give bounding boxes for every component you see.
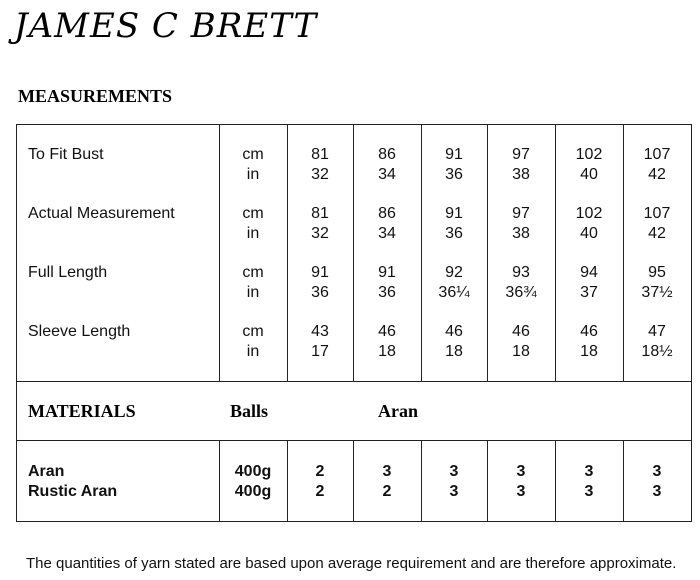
unit-in: in (246, 343, 260, 360)
column-divider (623, 440, 624, 522)
size-value-in: 34 (378, 166, 396, 183)
size-value-cm: 86 (378, 205, 396, 222)
divider-materials-header (16, 440, 692, 441)
column-divider (287, 440, 288, 522)
size-value-in: 18½ (641, 343, 673, 360)
size-value-cm: 93 (512, 264, 530, 281)
size-value-cm: 46 (445, 323, 463, 340)
size-value-in: 42 (648, 166, 666, 183)
size-value-cm: 46 (378, 323, 396, 340)
yarn-name: Rustic Aran (28, 483, 118, 500)
ball-count: 2 (382, 483, 392, 500)
ball-count: 3 (382, 463, 392, 480)
measurement-label: Sleeve Length (28, 323, 131, 340)
unit-cm: cm (242, 146, 264, 163)
size-value-in: 40 (580, 166, 598, 183)
yarn-label: Aran (378, 401, 418, 421)
ball-count: 3 (516, 463, 526, 480)
ball-weight: 400g (234, 463, 272, 480)
size-value-in: 37 (580, 284, 598, 301)
size-value-cm: 102 (575, 146, 603, 163)
column-divider (487, 124, 488, 381)
size-value-in: 36¼ (438, 284, 470, 301)
column-divider (555, 124, 556, 381)
size-value-cm: 107 (643, 205, 671, 222)
balls-label: Balls (230, 401, 269, 421)
size-value-in: 32 (311, 166, 329, 183)
column-divider (623, 124, 624, 381)
size-value-cm: 94 (580, 264, 598, 281)
ball-count: 3 (449, 483, 459, 500)
size-value-cm: 81 (311, 146, 329, 163)
column-divider (421, 440, 422, 522)
ball-count: 3 (652, 463, 662, 480)
size-value-in: 36 (445, 225, 463, 242)
size-value-in: 17 (311, 343, 329, 360)
unit-cm: cm (242, 264, 264, 281)
column-divider (353, 124, 354, 381)
size-value-in: 38 (512, 225, 530, 242)
size-value-in: 18 (378, 343, 396, 360)
size-value-in: 36 (378, 284, 396, 301)
unit-in: in (246, 166, 260, 183)
measurement-label: To Fit Bust (28, 146, 104, 163)
brand-logo: JAMES C BRETT (14, 6, 318, 46)
size-value-in: 40 (580, 225, 598, 242)
size-value-cm: 46 (512, 323, 530, 340)
column-divider (353, 440, 354, 522)
unit-cm: cm (242, 205, 264, 222)
size-value-cm: 102 (575, 205, 603, 222)
size-value-cm: 91 (311, 264, 329, 281)
unit-in: in (246, 284, 260, 301)
size-value-cm: 47 (648, 323, 666, 340)
unit-cm: cm (242, 323, 264, 340)
divider-materials (16, 381, 692, 382)
size-value-in: 36 (445, 166, 463, 183)
size-value-cm: 97 (512, 146, 530, 163)
measurement-label: Actual Measurement (28, 205, 175, 222)
size-value-in: 37½ (641, 284, 673, 301)
ball-count: 2 (315, 463, 325, 480)
size-value-in: 38 (512, 166, 530, 183)
ball-count: 2 (315, 483, 325, 500)
measurements-title: MEASUREMENTS (18, 86, 173, 106)
footnote: The quantities of yarn stated are based upon average requirement and are therefore approximate. (26, 555, 677, 572)
measurement-label: Full Length (28, 264, 108, 281)
size-value-cm: 95 (648, 264, 666, 281)
ball-count: 3 (652, 483, 662, 500)
size-value-cm: 43 (311, 323, 329, 340)
ball-weight: 400g (234, 483, 272, 500)
size-value-cm: 91 (445, 205, 463, 222)
column-divider (287, 124, 288, 381)
ball-count: 3 (584, 483, 594, 500)
size-value-cm: 92 (445, 264, 463, 281)
column-divider (487, 440, 488, 522)
size-value-in: 18 (580, 343, 598, 360)
column-divider (219, 440, 220, 522)
size-value-cm: 91 (378, 264, 396, 281)
unit-in: in (246, 225, 260, 242)
size-value-in: 42 (648, 225, 666, 242)
size-value-cm: 91 (445, 146, 463, 163)
size-value-in: 36 (311, 284, 329, 301)
size-value-cm: 46 (580, 323, 598, 340)
yarn-name: Aran (28, 463, 65, 480)
column-divider (421, 124, 422, 381)
size-value-in: 18 (445, 343, 463, 360)
materials-title: MATERIALS (28, 401, 136, 421)
size-value-in: 18 (512, 343, 530, 360)
column-divider (219, 124, 220, 381)
size-value-cm: 97 (512, 205, 530, 222)
size-value-cm: 86 (378, 146, 396, 163)
ball-count: 3 (584, 463, 594, 480)
size-value-in: 32 (311, 225, 329, 242)
size-value-in: 36¾ (505, 284, 537, 301)
size-value-cm: 81 (311, 205, 329, 222)
size-value-in: 34 (378, 225, 396, 242)
ball-count: 3 (516, 483, 526, 500)
size-value-cm: 107 (643, 146, 671, 163)
ball-count: 3 (449, 463, 459, 480)
column-divider (555, 440, 556, 522)
